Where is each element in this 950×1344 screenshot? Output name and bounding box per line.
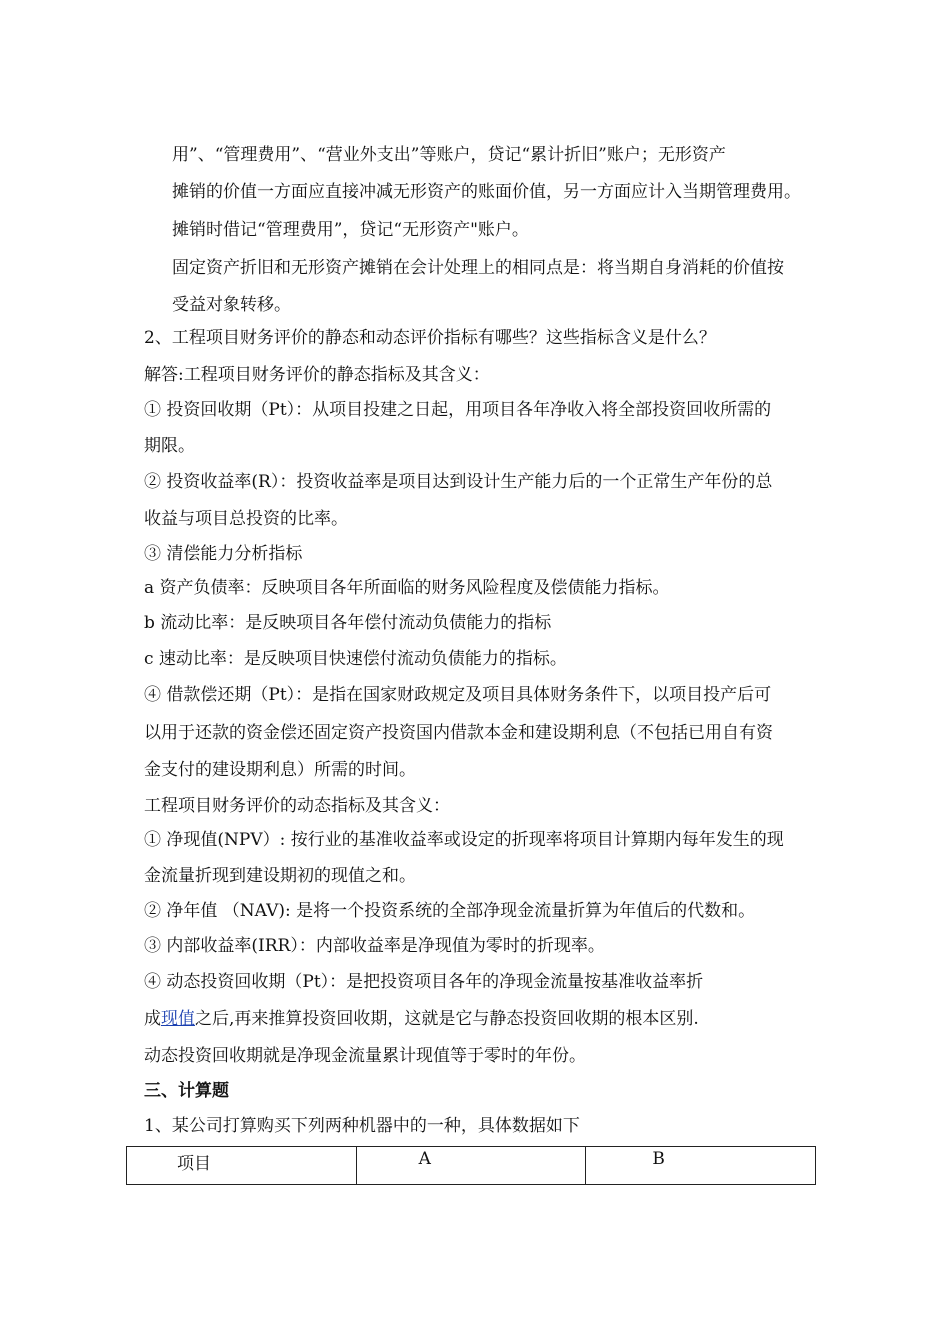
section-heading: 三、计算题	[144, 1081, 229, 1101]
table-header-cell: A	[356, 1147, 586, 1185]
text-line: 以用于还款的资金偿还固定资产投资国内借款本金和建设期利息（不包括已用自有资	[144, 723, 773, 743]
table-header-cell: 项目	[127, 1147, 357, 1185]
question-2: 2、工程项目财务评价的静态和动态评价指标有哪些？这些指标含义是什么？	[144, 328, 716, 348]
table-header-row	[127, 1147, 816, 1185]
text-line: 摊销时借记“管理费用”，贷记“无形资产"账户。	[172, 220, 529, 240]
text-line	[144, 1008, 699, 1030]
text-line: 摊销的价值一方面应直接冲减无形资产的账面价值，另一方面应计入当期管理费用。	[172, 182, 801, 202]
text-line: ① 投资回收期（Pt）：从项目投建之日起，用项目各年净收入将全部投资回收所需的	[144, 400, 772, 420]
text-segment: 之后,再来推算投资回收期，这就是它与静态投资回收期的根本区别.	[195, 1009, 699, 1029]
text-line: 金支付的建设期利息）所需的时间。	[144, 760, 416, 780]
text-line: b 流动比率：是反映项目各年偿付流动负债能力的指标	[144, 613, 552, 633]
text-line: c 速动比率：是反映项目快速偿付流动负债能力的指标。	[144, 649, 567, 669]
text-line: ③ 内部收益率(IRR）：内部收益率是净现值为零时的折现率。	[144, 936, 605, 956]
data-table	[126, 1146, 816, 1185]
present-value-link[interactable]: 现值	[161, 1009, 195, 1029]
question-1: 1、某公司打算购买下列两种机器中的一种，具体数据如下	[144, 1116, 580, 1136]
text-line: ② 投资收益率(R）：投资收益率是项目达到设计生产能力后的一个正常生产年份的总	[144, 472, 773, 492]
text-line: 固定资产折旧和无形资产摊销在会计处理上的相同点是：将当期自身消耗的价值按	[172, 258, 784, 278]
text-line: ④ 动态投资回收期（Pt）：是把投资项目各年的净现金流量按基准收益率折	[144, 972, 704, 992]
answer-heading: 解答:工程项目财务评价的静态指标及其含义：	[144, 365, 490, 385]
text-line: 期限。	[144, 436, 195, 456]
table-header-cell: B	[586, 1147, 816, 1185]
text-line: 金流量折现到建设期初的现值之和。	[144, 866, 416, 886]
text-line: 受益对象转移。	[172, 295, 291, 315]
text-line: ④ 借款偿还期（Pt）：是指在国家财政规定及项目具体财务条件下，以项目投产后可	[144, 685, 772, 705]
text-line: ① 净现值(NPV）: 按行业的基准收益率或设定的折现率将项目计算期内每年发生的现	[144, 830, 784, 850]
text-line: 用”、“管理费用”、“营业外支出”等账户，贷记“累计折旧”账户；无形资产	[172, 145, 726, 165]
text-line: 收益与项目总投资的比率。	[144, 509, 348, 529]
text-line: a 资产负债率：反映项目各年所面临的财务风险程度及偿债能力指标。	[144, 578, 670, 598]
text-line: ② 净年值 （NAV): 是将一个投资系统的全部净现金流量折算为年值后的代数和。	[144, 901, 756, 921]
text-line: 工程项目财务评价的动态指标及其含义：	[144, 796, 450, 816]
text-line: ③ 清偿能力分析指标	[144, 544, 303, 564]
text-segment: 成	[144, 1009, 161, 1029]
text-line: 动态投资回收期就是净现金流量累计现值等于零时的年份。	[144, 1046, 586, 1066]
